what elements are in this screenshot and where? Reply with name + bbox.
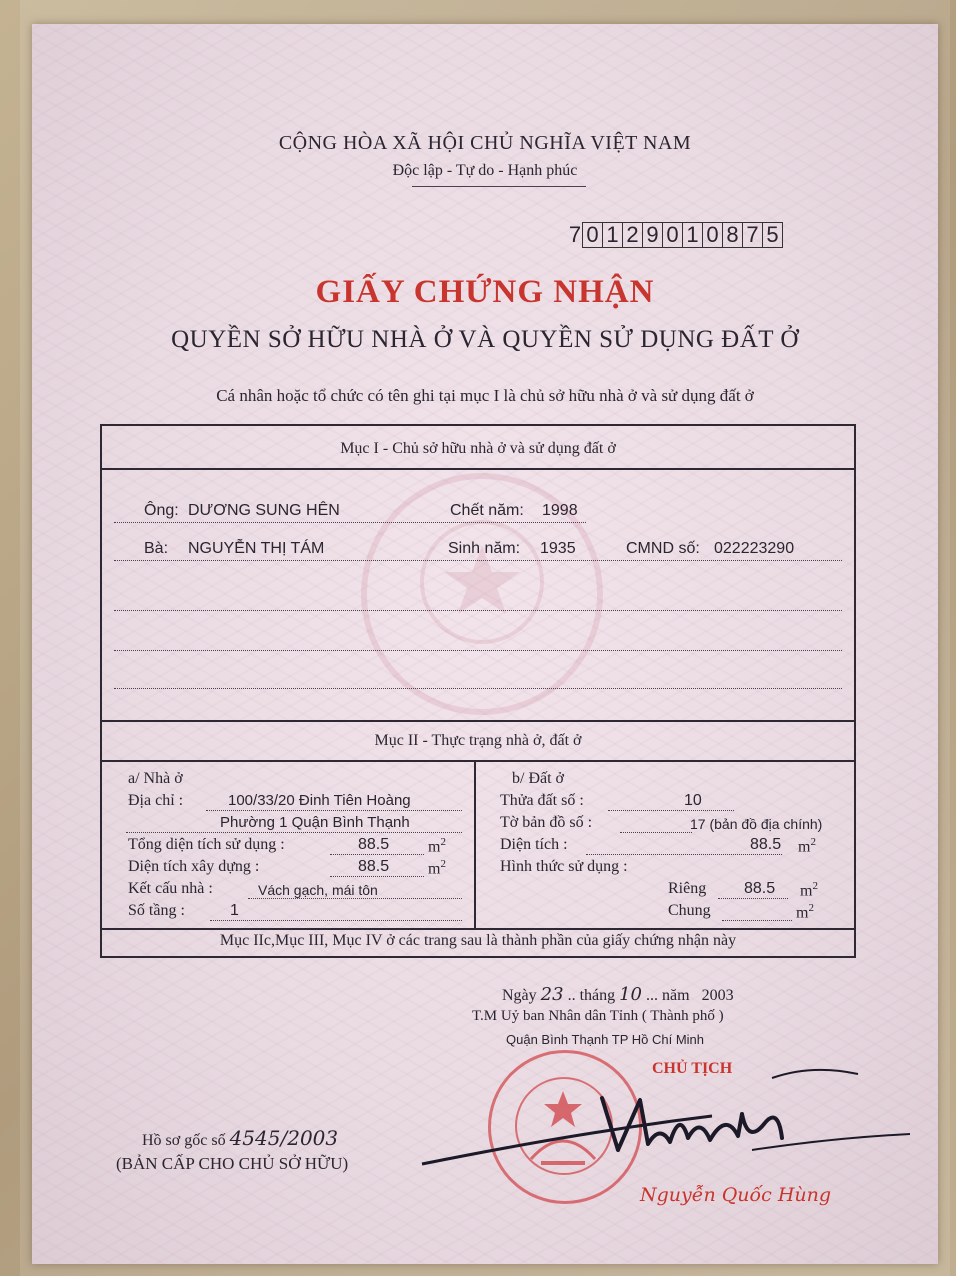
file-number: 4545/2003 [229, 1126, 339, 1150]
mr-label: Ông: [144, 502, 179, 519]
mrs-label: Bà: [144, 540, 169, 557]
continuation-note: Mục IIc,Mục III, Mục IV ở các trang sau là thành phần của giấy chứng nhận này [219, 932, 737, 949]
copy-note: (BẢN CẤP CHO CHỦ SỞ HỮU) [116, 1154, 349, 1173]
dotted-line [608, 810, 734, 811]
day-value: 23 [540, 984, 564, 1005]
dotted-line [620, 832, 692, 833]
section1-divider [102, 468, 854, 470]
private-area-unit: $m^2$ [800, 880, 818, 900]
dotted-line [330, 854, 424, 855]
private-label: Riêng [668, 880, 707, 897]
file-label: Hồ sơ gốc số [142, 1132, 226, 1149]
signer-name: Nguyễn Quốc Hùng [640, 1184, 832, 1206]
built-area-unit: $m^2$ [428, 858, 446, 878]
parcel-value: 10 [684, 792, 702, 809]
dotted-line [114, 560, 842, 561]
mr-name: DƯƠNG SUNG HÊN [188, 502, 340, 519]
month-label: tháng [579, 987, 616, 1004]
serial-digit: 0 [586, 222, 599, 247]
serial-digit: 7 [742, 223, 762, 247]
shared-area-unit: $m^2$ [796, 902, 814, 922]
motto-underline [412, 186, 586, 187]
main-form-frame [100, 424, 856, 958]
dotted-line [210, 920, 462, 921]
handwritten-signature [412, 1054, 912, 1184]
land-area-unit: $m^2$ [798, 836, 816, 856]
born-label: Sinh năm: [448, 540, 521, 557]
total-area-unit: $m^2$ [428, 836, 446, 856]
serial-digit: 0 [702, 223, 722, 247]
mrs-name: NGUYỄN THỊ TÁM [188, 540, 325, 557]
serial-digit-boxes [582, 222, 783, 248]
section2-heading: Mục II - Thực trạng nhà ở, đất ở [374, 732, 582, 749]
address-line1: 100/33/20 Đinh Tiên Hoàng [228, 792, 411, 809]
month-value: 10 [619, 984, 643, 1005]
dotted-line [206, 810, 462, 811]
floors-value: 1 [230, 902, 239, 919]
serial-digit: 9 [642, 223, 662, 247]
dotted-line [330, 876, 424, 877]
column-divider [474, 760, 476, 928]
house-heading: a/ Nhà ở [128, 770, 183, 787]
address-line2: Phường 1 Quận Bình Thạnh [220, 814, 410, 831]
section1-heading: Mục I - Chủ sở hữu nhà ở và sử dụng đất ở [340, 440, 616, 457]
section2-bottom-divider [102, 928, 854, 930]
document-title: GIẤY CHỨNG NHẬN [315, 274, 655, 310]
private-area-value: 88.5 [744, 880, 776, 897]
built-area-label: Diện tích xây dựng : [128, 858, 260, 875]
total-area-value: 88.5 [358, 836, 390, 853]
structure-label: Kết cấu nhà : [128, 880, 213, 897]
motto: Độc lập - Tự do - Hạnh phúc [392, 162, 578, 179]
date-line: Ngày 23 .. tháng 10 ... năm 2003 [502, 984, 734, 1005]
section2-divider [102, 760, 854, 762]
dotted-line [718, 898, 788, 899]
year-label: năm [662, 987, 690, 1004]
serial-first-digit: 7 [568, 222, 582, 247]
id-label: CMND số: [626, 540, 700, 557]
dotted-line [126, 832, 462, 833]
certificate-page [32, 24, 938, 1264]
address-label: Địa chỉ : [128, 792, 184, 809]
republic-heading: CỘNG HÒA XÃ HỘI CHỦ NGHĨA VIỆT NAM [278, 132, 692, 154]
land-heading: b/ Đất ở [512, 770, 565, 787]
total-area-label: Tổng diện tích sử dụng : [128, 836, 285, 853]
floors-label: Số tầng : [128, 902, 185, 919]
died-label: Chết năm: [450, 502, 524, 519]
dotted-line [248, 898, 462, 899]
shared-label: Chung [668, 902, 711, 919]
parcel-label: Thửa đất số : [500, 792, 584, 809]
structure-value: Vách gạch, mái tôn [258, 882, 378, 898]
intro-text: Cá nhân hoặc tổ chức có tên ghi tại mục I là chủ sở hữu nhà ở và sử dụng đất ở [216, 386, 754, 405]
year-value: 2003 [701, 987, 734, 1004]
id-number: 022223290 [714, 540, 795, 557]
committee-line1: T.M Uỷ ban Nhân dân Tỉnh ( Thành phố ) [472, 1008, 724, 1024]
serial-digit: 1 [602, 223, 622, 247]
built-area-value: 88.5 [358, 858, 390, 875]
map-value: 17 (bản đồ địa chính) [690, 816, 823, 832]
serial-digit: 2 [622, 223, 642, 247]
dotted-line [114, 610, 842, 611]
map-label: Tờ bản đồ số : [500, 814, 593, 831]
dotted-line [114, 688, 842, 689]
serial-digit: 1 [682, 223, 702, 247]
land-area-value: 88.5 [750, 836, 782, 853]
day-label: Ngày [502, 987, 537, 1004]
born-year: 1935 [540, 540, 576, 557]
dotted-line [586, 854, 782, 855]
document-subtitle: QUYỀN SỞ HỮU NHÀ Ở VÀ QUYỀN SỬ DỤNG ĐẤT Ở [171, 326, 799, 353]
serial-digit: 8 [722, 223, 742, 247]
committee-line2: Quận Bình Thạnh TP Hồ Chí Minh [506, 1032, 705, 1047]
died-year: 1998 [542, 502, 578, 519]
serial-number [568, 222, 783, 248]
section1-bottom-divider [102, 720, 854, 722]
dotted-line [722, 920, 792, 921]
dotted-line [114, 650, 842, 651]
dotted-line [114, 522, 586, 523]
file-number-line [142, 1126, 338, 1150]
serial-digit: 0 [662, 223, 682, 247]
position-title: CHỦ TỊCH [652, 1060, 733, 1077]
serial-digit: 5 [762, 223, 782, 247]
usage-label: Hình thức sử dụng : [500, 858, 628, 875]
land-area-label: Diện tích : [500, 836, 568, 853]
